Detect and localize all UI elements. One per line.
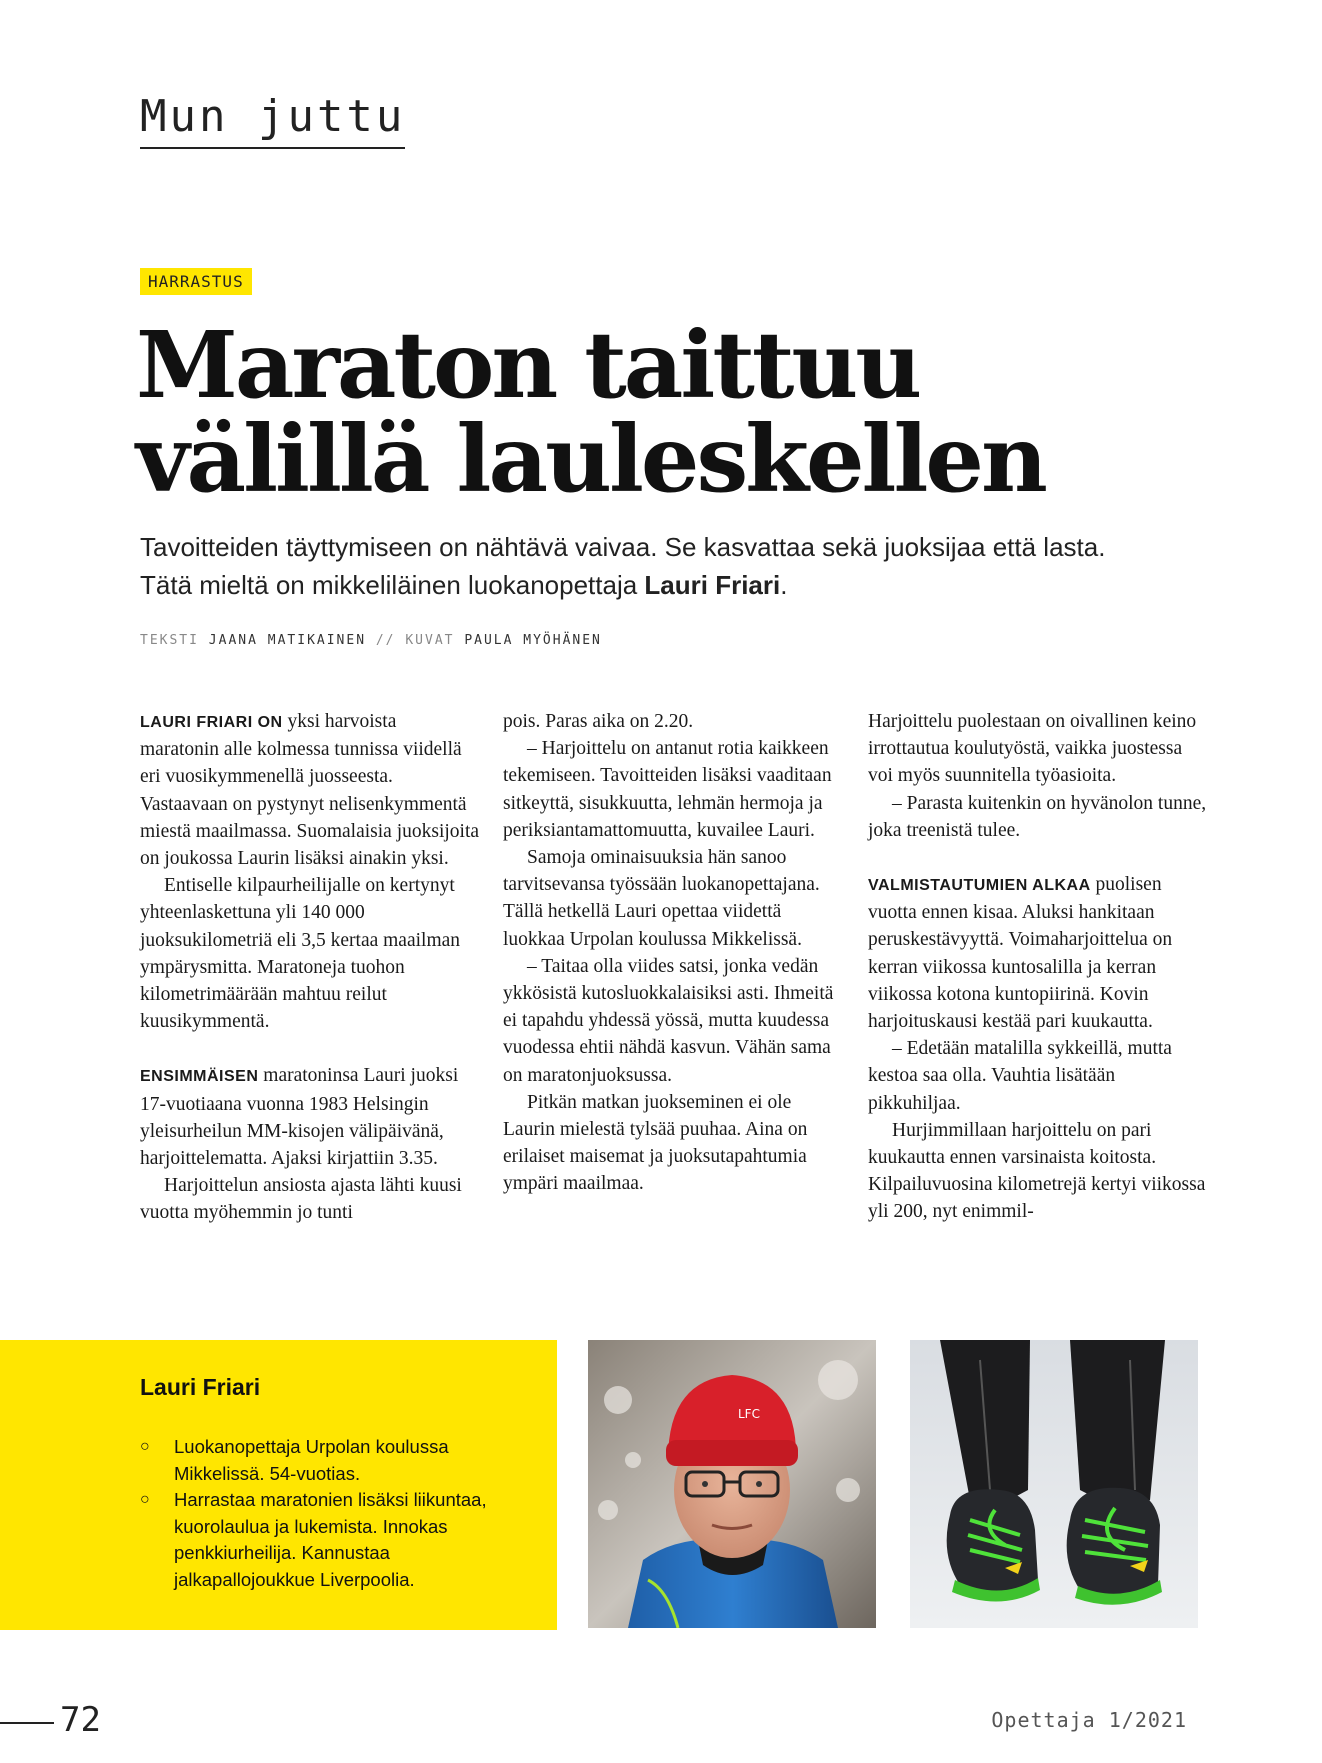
- body-paragraph: Pitkän matkan juokseminen ei ole Laurin mielestä tylsää puuhaa. Aina on erilaiset maisemat ja juoksutapahtumia ympäri maailmaa.: [503, 1091, 808, 1195]
- lead-end: .: [780, 570, 788, 600]
- body-paragraph: Harjoittelu puolestaan on oivallinen keino irrottautua koulutyöstä, vaikka juostessa voi myös suunnitella työasioita.: [868, 711, 1197, 787]
- issue-label: Opettaja 1/2021: [991, 1708, 1187, 1732]
- fact-box-item: [138, 1434, 518, 1487]
- paragraph-text: puolisen vuotta ennen kisaa. Aluksi hankitaan peruskestävyyttä. Voimaharjoittelua on kerran viikossa kuntosalilla ja kerran viikossa kotona kuntopiirinä. Kovin harjoituskausi kestää pari kuukautta.: [868, 874, 1173, 1033]
- headline-line-2: välillä lauleskellen: [136, 405, 1045, 513]
- headline-line-1: Maraton taittuu: [136, 311, 920, 419]
- bullet-icon: ○: [140, 1438, 150, 1455]
- body-paragraph: Hurjimmillaan harjoittelu on pari kuukautta ennen varsinaista koitosta. Kilpailuvuosina kilometrejä kertyi viikossa yli 200, nyt enimmil-: [868, 1119, 1206, 1223]
- body-column-3: [868, 708, 1208, 1226]
- shoes-photo: [910, 1340, 1198, 1628]
- fact-box-item-text: Harrastaa maratonien lisäksi liikuntaa, kuorolaulua ja lukemista. Innokas penkkiurheilija. Kannustaa jalkapallojoukkue Liverpoolia.: [174, 1489, 487, 1590]
- paragraph-lead-in: LAURI FRIARI ON: [140, 714, 283, 731]
- headline: [136, 311, 1186, 513]
- paragraph-text: maratoninsa Lauri juoksi 17-vuotiaana vuonna 1983 Helsingin yleisurheilun MM-kisojen välipäivänä, harjoittelematta. Ajaksi kirjattiin 3.35.: [140, 1065, 459, 1170]
- hat-logo-text: LFC: [738, 1407, 760, 1421]
- body-paragraph: [140, 1062, 480, 1172]
- body-paragraph: Samoja ominaisuuksia hän sanoo tarvitsevansa työssään luokanopettajana. Tällä hetkellä Lauri opettaa viidettä luokkaa Urpolan koulussa Mikkelissä.: [503, 847, 820, 950]
- category-tag: HARRASTUS: [140, 268, 252, 295]
- fact-box-item: [138, 1487, 518, 1593]
- lead-text: Tavoitteiden täyttymiseen on nähtävä vaivaa. Se kasvattaa sekä juoksijaa että lasta. Tätä mieltä on mikkeliläinen luokanopettaja: [140, 532, 1106, 600]
- footer-rule: [0, 1722, 54, 1724]
- fact-box-list: [138, 1434, 518, 1593]
- paragraph-lead-in: ENSIMMÄISEN: [140, 1068, 259, 1086]
- section-title: Mun juttu: [140, 92, 405, 149]
- byline-text-author: JAANA MATIKAINEN: [208, 633, 367, 648]
- body-paragraph: Harjoittelun ansiosta ajasta lähti kuusi vuotta myöhemmin jo tunti: [140, 1175, 462, 1224]
- body-paragraph: – Harjoittelu on antanut rotia kaikkeen tekemiseen. Tavoitteiden lisäksi vaaditaan sitkeyttä, sisukkuutta, lehmän hermoja ja periksiantamattomuutta, kuvailee Lauri.: [503, 738, 832, 841]
- portrait-photo: [588, 1340, 876, 1628]
- body-column-1: [140, 708, 480, 1227]
- bullet-icon: ○: [140, 1491, 150, 1508]
- body-paragraph: pois. Paras aika on 2.20.: [503, 711, 694, 732]
- fact-box-title: Lauri Friari: [140, 1374, 261, 1400]
- lead-name: Lauri Friari: [644, 570, 781, 600]
- body-paragraph: – Taitaa olla viides satsi, jonka vedän ykkösistä kutosluokkalaisiksi asti. Ihmeitä ei tapahdu yhdessä yössä, mutta kuudessa vuodessa ehtii nähdä kasvun. Vähän sama on maratonjuoksussa.: [503, 955, 834, 1086]
- body-column-2: [503, 708, 843, 1198]
- body-paragraph: – Edetään matalilla sykkeillä, mutta kestoa saa olla. Vauhtia lisätään pikkuhiljaa.: [868, 1038, 1172, 1114]
- byline-photo-author: PAULA MYÖHÄNEN: [464, 633, 602, 648]
- byline-text-label: TEKSTI: [140, 633, 199, 648]
- body-paragraph: – Parasta kuitenkin on hyvänolon tunne, joka treenistä tulee.: [868, 792, 1207, 841]
- body-paragraph: [140, 708, 480, 872]
- fact-box-item-text: Luokanopettaja Urpolan koulussa Mikkelissä. 54-vuotias.: [174, 1436, 449, 1484]
- byline: [140, 633, 602, 648]
- fact-box: [0, 1340, 557, 1630]
- page-number: 72: [60, 1700, 101, 1740]
- body-paragraph: [868, 871, 1208, 1035]
- byline-photo-label: KUVAT: [405, 633, 455, 648]
- paragraph-lead-in: VALMISTAUTUMIEN ALKAA: [868, 877, 1091, 895]
- paragraph-text: yksi harvoista maratonin alle kolmessa tunnissa viidellä eri vuosikymmenellä juosseesta. Vastaavaan on pystynyt nelisenkymmentä miestä maailmassa. Suomalaisia juoksijoita on joukossa Laurin lisäksi ainakin yksi.: [140, 711, 480, 870]
- byline-separator: //: [375, 633, 396, 648]
- body-paragraph: Entiselle kilpaurheilijalle on kertynyt yhteenlaskettuna yli 140 000 juoksukilometriä eli 3,5 kertaa maailman ympärysmitta. Maratoneja tuohon kilometrimäärään mahtuu reilut kuusikymmentä.: [140, 875, 461, 1033]
- lead-paragraph: [140, 528, 1160, 604]
